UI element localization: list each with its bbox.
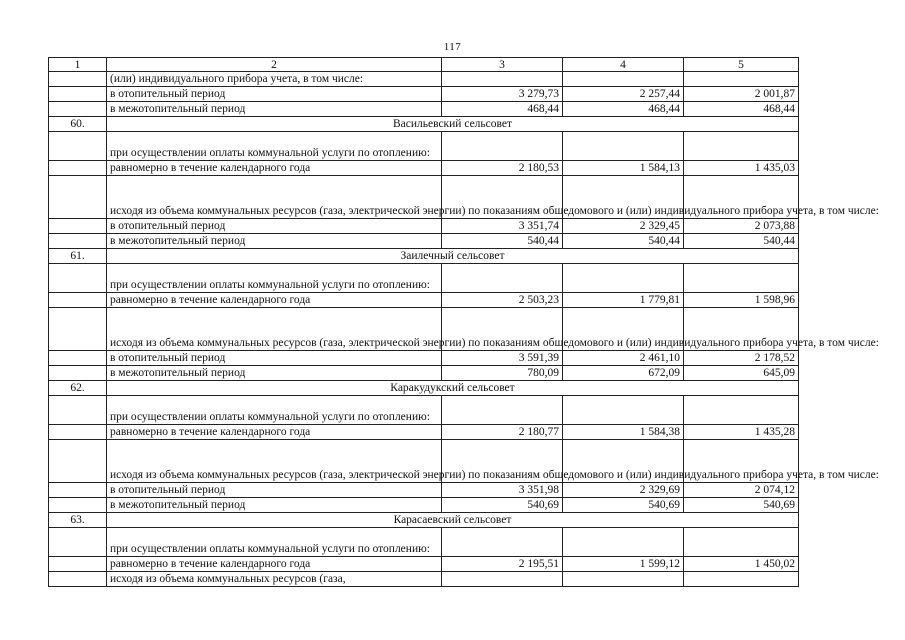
column-header-4: 4 (563, 58, 684, 72)
row-number-cell (49, 483, 107, 498)
row-description: при осуществлении оплаты коммунальной услуги по отоплению: (107, 132, 442, 161)
value-col-3 (442, 72, 563, 87)
section-number: 61. (49, 249, 107, 264)
value-col-3: 3 279,73 (442, 87, 563, 102)
row-number-cell (49, 219, 107, 234)
value-col-3 (442, 572, 563, 587)
row-description: равномерно в течение календарного года (107, 293, 442, 308)
value-col-3 (442, 132, 563, 161)
table-row (49, 234, 799, 249)
row-number-cell (49, 161, 107, 176)
row-number-cell (49, 557, 107, 572)
value-col-5: 1 435,03 (684, 161, 799, 176)
table-row (49, 264, 799, 293)
row-description: равномерно в течение календарного года (107, 557, 442, 572)
row-description: в межотопительный период (107, 234, 442, 249)
value-col-4: 540,44 (563, 234, 684, 249)
value-col-5: 2 073,88 (684, 219, 799, 234)
row-number-cell (49, 72, 107, 87)
value-col-4 (563, 528, 684, 557)
row-description: в межотопительный период (107, 102, 442, 117)
table-row (49, 176, 799, 219)
value-col-3: 2 195,51 (442, 557, 563, 572)
value-col-4 (563, 72, 684, 87)
table-row (49, 396, 799, 425)
value-col-5: 540,69 (684, 498, 799, 513)
row-number-cell (49, 425, 107, 440)
row-number-cell (49, 351, 107, 366)
value-col-3: 2 180,53 (442, 161, 563, 176)
value-col-3: 2 180,77 (442, 425, 563, 440)
value-col-4: 2 329,69 (563, 483, 684, 498)
value-col-5 (684, 264, 799, 293)
value-col-5: 1 450,02 (684, 557, 799, 572)
table-row (49, 528, 799, 557)
value-col-5: 2 178,52 (684, 351, 799, 366)
section-number: 62. (49, 381, 107, 396)
table-row (49, 572, 799, 587)
value-col-3: 3 351,74 (442, 219, 563, 234)
row-description: (или) индивидуального прибора учета, в том числе: (107, 72, 442, 87)
table-body (49, 72, 879, 587)
row-number-cell (49, 396, 107, 425)
row-description: при осуществлении оплаты коммунальной услуги по отоплению: (107, 264, 442, 293)
value-col-5: 1 435,28 (684, 425, 799, 440)
section-title: Каракудукский сельсовет (107, 381, 799, 396)
row-description: в отопительный период (107, 219, 442, 234)
column-header-1: 1 (49, 58, 107, 72)
row-number-cell (49, 264, 107, 293)
table-row (49, 351, 799, 366)
value-col-5 (684, 528, 799, 557)
value-col-3 (442, 264, 563, 293)
value-col-4: 1 779,81 (563, 293, 684, 308)
value-col-4: 1 584,13 (563, 161, 684, 176)
table-row (49, 425, 799, 440)
row-description: при осуществлении оплаты коммунальной услуги по отоплению: (107, 528, 442, 557)
value-col-5: 468,44 (684, 102, 799, 117)
table-row (49, 293, 799, 308)
section-number: 63. (49, 513, 107, 528)
row-number-cell (49, 528, 107, 557)
row-number-cell (49, 102, 107, 117)
row-number-cell (49, 308, 107, 351)
value-col-4: 468,44 (563, 102, 684, 117)
value-col-3: 2 503,23 (442, 293, 563, 308)
row-number-cell (49, 440, 107, 483)
value-col-3: 3 351,98 (442, 483, 563, 498)
value-col-4: 540,69 (563, 498, 684, 513)
value-col-4 (563, 132, 684, 161)
row-description: в отопительный период (107, 351, 442, 366)
value-col-5: 2 074,12 (684, 483, 799, 498)
value-col-4: 672,09 (563, 366, 684, 381)
column-header-5: 5 (684, 58, 799, 72)
value-col-5 (684, 396, 799, 425)
row-number-cell (49, 498, 107, 513)
table-row (49, 161, 799, 176)
row-number-cell (49, 234, 107, 249)
value-col-4 (563, 396, 684, 425)
row-number-cell (49, 87, 107, 102)
section-title: Васильевский сельсовет (107, 117, 799, 132)
table-row (49, 483, 799, 498)
value-col-4: 2 461,10 (563, 351, 684, 366)
value-col-5: 645,09 (684, 366, 799, 381)
row-description: в межотопительный период (107, 366, 442, 381)
column-number-row (49, 58, 799, 72)
row-description: равномерно в течение календарного года (107, 161, 442, 176)
table-row (49, 498, 799, 513)
row-description: в отопительный период (107, 87, 442, 102)
value-col-3: 540,44 (442, 234, 563, 249)
table-row (49, 308, 799, 351)
table-row (49, 440, 799, 483)
value-col-5 (684, 132, 799, 161)
section-title: Заилечный сельсовет (107, 249, 799, 264)
value-col-5: 540,44 (684, 234, 799, 249)
section-number: 60. (49, 117, 107, 132)
value-col-4 (563, 572, 684, 587)
table-row (49, 102, 799, 117)
value-col-4: 2 257,44 (563, 87, 684, 102)
row-number-cell (49, 572, 107, 587)
row-number-cell (49, 132, 107, 161)
value-col-3: 540,69 (442, 498, 563, 513)
section-row (49, 381, 799, 396)
value-col-5 (684, 72, 799, 87)
tariff-table (48, 57, 879, 587)
row-description: при осуществлении оплаты коммунальной услуги по отоплению: (107, 396, 442, 425)
table-row (49, 219, 799, 234)
value-col-3: 3 591,39 (442, 351, 563, 366)
value-col-4: 1 584,38 (563, 425, 684, 440)
row-description: в отопительный период (107, 483, 442, 498)
column-header-2: 2 (107, 58, 442, 72)
section-row (49, 249, 799, 264)
section-row (49, 513, 799, 528)
page-number: 117 (443, 41, 462, 53)
section-title: Карасаевский сельсовет (107, 513, 799, 528)
value-col-5: 2 001,87 (684, 87, 799, 102)
value-col-3 (442, 396, 563, 425)
row-description: исходя из объема коммунальных ресурсов (газа, электрической энергии) по показаниям общедомового и (или) индивидуального прибора учета, в том числе: (107, 308, 442, 351)
value-col-3: 780,09 (442, 366, 563, 381)
value-col-4: 1 599,12 (563, 557, 684, 572)
value-col-4 (563, 264, 684, 293)
table-row (49, 557, 799, 572)
row-description: в межотопительный период (107, 498, 442, 513)
table-row (49, 72, 799, 87)
row-description: исходя из объема коммунальных ресурсов (газа, электрической энергии) по показаниям общедомового и (или) индивидуального прибора учета, в том числе: (107, 176, 442, 219)
value-col-5 (684, 572, 799, 587)
section-row (49, 117, 799, 132)
row-description: равномерно в течение календарного года (107, 425, 442, 440)
row-description: исходя из объема коммунальных ресурсов (газа, (107, 572, 442, 587)
value-col-3: 468,44 (442, 102, 563, 117)
table-row (49, 366, 799, 381)
value-col-3 (442, 528, 563, 557)
table-row (49, 132, 799, 161)
row-number-cell (49, 176, 107, 219)
column-header-3: 3 (442, 58, 563, 72)
row-description: исходя из объема коммунальных ресурсов (газа, электрической энергии) по показаниям общедомового и (или) индивидуального прибора учета, в том числе: (107, 440, 442, 483)
value-col-5: 1 598,96 (684, 293, 799, 308)
table-row (49, 87, 799, 102)
row-number-cell (49, 366, 107, 381)
value-col-4: 2 329,45 (563, 219, 684, 234)
row-number-cell (49, 293, 107, 308)
